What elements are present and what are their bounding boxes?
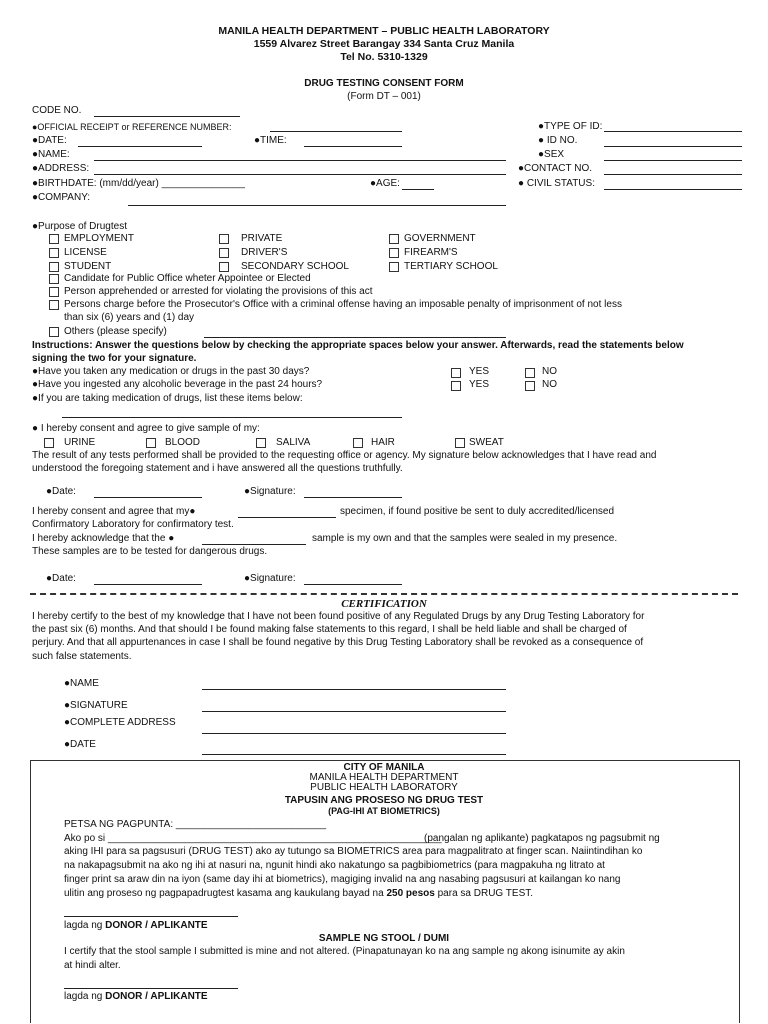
consent-signature-field[interactable] (304, 497, 402, 498)
slip-para-4: finger print sa araw din na iyon (same day ihi at biometrics), magiging invalid na ang nasabing pagsusuri at kailangan ko nang (64, 874, 621, 885)
certification-text-3: perjury. And that all appurtenances in case I shall be found negative by this Drug Testing Laboratory shall be revoked as a consequence of (32, 637, 644, 648)
certification-text-1: I hereby certify to the best of my knowledge that I have not been found positive of any Regulated Drugs by any Drug Testing Laboratory for (32, 611, 645, 622)
secondary-school-label: SECONDARY SCHOOL (241, 261, 349, 272)
private-checkbox[interactable] (219, 234, 229, 244)
certification-title: CERTIFICATION (341, 598, 427, 610)
acknowledge-text-c: These samples are to be tested for dangerous drugs. (32, 546, 268, 557)
slip-dept: MANILA HEALTH DEPARTMENT (309, 772, 459, 783)
petsa-label: PETSA NG PAGPUNTA: ___________________________ (64, 819, 327, 830)
acknowledge-text-a: I hereby acknowledge that the ● (32, 533, 175, 544)
sweat-checkbox[interactable] (455, 438, 465, 448)
instructions-text-2: signing the two for your signature. (32, 353, 197, 364)
acknowledge-sample-field[interactable] (202, 544, 306, 545)
q2-no-checkbox[interactable] (525, 381, 535, 391)
ack-signature-field[interactable] (304, 584, 402, 585)
cert-signature-field[interactable] (202, 711, 506, 712)
drivers-checkbox[interactable] (219, 248, 229, 258)
others-checkbox[interactable] (49, 327, 59, 337)
certification-text-2: the past six (6) months. And that should I be found making false statements to this regard, I shall be held liable and shall be charged of (32, 624, 627, 635)
donor-signature-label-2: lagda ng DONOR / APLIKANTE (64, 991, 208, 1002)
candidate-checkbox[interactable] (49, 274, 59, 284)
slip-title: TAPUSIN ANG PROSESO NG DRUG TEST (284, 795, 484, 806)
question-list-meds: ●If you are taking medication of drugs, list these items below: (32, 393, 303, 404)
ack-date-label: ●Date: (46, 573, 76, 584)
agree-text-b: specimen, if found positive be sent to duly accredited/licensed (340, 506, 615, 517)
tertiary-school-checkbox[interactable] (389, 262, 399, 272)
consent-signature-label: ●Signature: (244, 486, 296, 497)
address-label: ●ADDRESS: (32, 163, 90, 174)
civil-status-field[interactable] (604, 189, 742, 190)
sweat-label: SWEAT (469, 437, 504, 448)
donor-signature-label-1: lagda ng DONOR / APLIKANTE (64, 920, 208, 931)
code-no-label: CODE NO. (32, 105, 82, 116)
urine-label: URINE (64, 437, 96, 448)
urine-checkbox[interactable] (44, 438, 54, 448)
slip-subtitle: (PAG-IHI AT BIOMETRICS) (328, 806, 440, 816)
charged-label-1: Persons charge before the Prosecutor's Office with a criminal offense having an imposable penalty of imprisonment of not less (64, 299, 622, 310)
blood-label: BLOOD (165, 437, 201, 448)
consent-label: ● I hereby consent and agree to give sample of my: (32, 423, 260, 434)
employment-checkbox[interactable] (49, 234, 59, 244)
firearms-label: FIREARM'S (404, 247, 458, 258)
certification-text-4: such false statements. (32, 651, 132, 662)
others-label: Others (please specify) (64, 326, 167, 337)
stool-text-1: I certify that the stool sample I submitted is mine and not altered. (Pinapatunayan ko na ang sample ng akong isinumite ay akin (64, 946, 625, 957)
time-field[interactable] (304, 146, 402, 147)
apprehended-checkbox[interactable] (49, 287, 59, 297)
time-label: ●TIME: (254, 135, 287, 146)
hair-checkbox[interactable] (353, 438, 363, 448)
sex-field[interactable] (604, 160, 742, 161)
date-label: ●DATE: (32, 135, 67, 146)
date-field[interactable] (78, 146, 202, 147)
fee-amount: 250 pesos (386, 888, 435, 899)
civil-status-label: ● CIVIL STATUS: (518, 178, 595, 189)
header-address: 1559 Alvarez Street Barangay 334 Santa Cruz Manila (253, 38, 515, 50)
apprehended-label: Person apprehended or arrested for violating the provisions of this act (64, 286, 373, 297)
instructions-text-1: Instructions: Answer the questions below by checking the appropriate spaces below your answer. Afterwards, read the statements below (32, 340, 684, 351)
consent-date-field[interactable] (94, 497, 202, 498)
address-field[interactable] (94, 174, 506, 175)
stool-text-2: at hindi alter. (64, 960, 121, 971)
candidate-label: Candidate for Public Office wheter Appointee or Elected (64, 273, 311, 284)
consent-date-label: ●Date: (46, 486, 76, 497)
code-no-field[interactable] (94, 116, 240, 117)
q1-yes-checkbox[interactable] (451, 368, 461, 378)
agree-specimen-field[interactable] (238, 517, 336, 518)
employment-label: EMPLOYMENT (64, 233, 135, 244)
cert-date-label: ●DATE (64, 739, 96, 750)
q1-no-label: NO (542, 366, 557, 377)
others-field[interactable] (204, 337, 506, 338)
company-field[interactable] (128, 205, 506, 206)
q1-no-checkbox[interactable] (525, 368, 535, 378)
cert-address-label: ●COMPLETE ADDRESS (64, 717, 176, 728)
company-label: ●COMPANY: (32, 192, 91, 203)
age-label: ●AGE: (370, 178, 400, 189)
birthdate-label: ●BIRTHDATE: (mm/dd/year) _______________ (32, 178, 245, 189)
contact-no-label: ●CONTACT NO. (518, 163, 593, 174)
cert-name-label: ●NAME (64, 678, 99, 689)
license-checkbox[interactable] (49, 248, 59, 258)
slip-para-1b: (pangalan ng aplikante) pagkatapos ng pagsubmit ng (424, 833, 660, 844)
slip-para-5: ulitin ang proseso ng pagpapadrugtest kasama ang kaukulang bayad na 250 pesos para sa DRUG TEST. (64, 888, 534, 899)
cert-address-field[interactable] (202, 733, 506, 734)
result-statement-2: understood the foregoing statement and i have answered all the questions truthfully. (32, 463, 403, 474)
q2-yes-label: YES (469, 379, 490, 390)
header-tel: Tel No. 5310-1329 (340, 51, 428, 63)
type-of-id-field[interactable] (604, 131, 742, 132)
license-label: LICENSE (64, 247, 107, 258)
header-title: MANILA HEALTH DEPARTMENT – PUBLIC HEALTH LABORATORY (218, 25, 550, 37)
slip-city: CITY OF MANILA (343, 762, 425, 773)
id-no-label: ● ID NO. (538, 135, 578, 146)
form-title: DRUG TESTING CONSENT FORM (304, 78, 464, 89)
tertiary-school-label: TERTIARY SCHOOL (404, 261, 498, 272)
donor-signature-line-2[interactable] (64, 988, 238, 989)
cert-name-field[interactable] (202, 689, 506, 690)
official-receipt-label: ●OFFICIAL RECEIPT or REFERENCE NUMBER: (32, 122, 232, 132)
purpose-label: ●Purpose of Drugtest (32, 221, 127, 232)
acknowledge-text-b: sample is my own and that the samples were sealed in my presence. (312, 533, 618, 544)
q2-yes-checkbox[interactable] (451, 381, 461, 391)
cert-date-field[interactable] (202, 754, 506, 755)
private-label: PRIVATE (241, 233, 283, 244)
name-field[interactable] (94, 160, 506, 161)
question-medication: ●Have you taken any medication or drugs in the past 30 days? (32, 366, 310, 377)
cert-signature-label: ●SIGNATURE (64, 700, 128, 711)
hair-label: HAIR (371, 437, 395, 448)
question-alcohol: ●Have you ingested any alcoholic beverage in the past 24 hours? (32, 379, 323, 390)
saliva-label: SALIVA (276, 437, 311, 448)
drivers-label: DRIVER'S (241, 247, 288, 258)
agree-text-c: Confirmatory Laboratory for confirmatory test. (32, 519, 234, 530)
donor-signature-line-1[interactable] (64, 916, 238, 917)
secondary-school-checkbox[interactable] (219, 262, 229, 272)
government-label: GOVERNMENT (404, 233, 476, 244)
stool-title: SAMPLE NG STOOL / DUMI (318, 933, 450, 944)
contact-no-field[interactable] (604, 174, 742, 175)
student-label: STUDENT (64, 261, 112, 272)
q1-yes-label: YES (469, 366, 490, 377)
medication-list-field[interactable] (62, 417, 402, 418)
student-checkbox[interactable] (49, 262, 59, 272)
ack-date-field[interactable] (94, 584, 202, 585)
type-of-id-label: ●TYPE OF ID: (538, 121, 603, 132)
official-receipt-field[interactable] (270, 131, 402, 132)
blood-checkbox[interactable] (146, 438, 156, 448)
id-no-field[interactable] (604, 146, 742, 147)
q2-no-label: NO (542, 379, 557, 390)
slip-para-2: aking IHI para sa pagsusuri (DRUG TEST) ako ay tutungo sa BIOMETRICS area para magpalitrato at finger scan. Naiintindihan ko (64, 846, 643, 857)
agree-text-a: I hereby consent and agree that my● (32, 506, 196, 517)
charged-checkbox[interactable] (49, 300, 59, 310)
slip-lab: PUBLIC HEALTH LABORATORY (310, 782, 458, 793)
charged-label-2: than six (6) years and (1) day (64, 312, 195, 323)
slip-para-3: na nakapagsubmit na ako ng ihi at nasuri na, ngunit hindi ako nakatungo sa pagbibiometrics (para magpakuha ng litrato at (64, 860, 605, 871)
slip-para-1a: Ako po si ____________________________________________________________ (64, 833, 442, 844)
firearms-checkbox[interactable] (389, 248, 399, 258)
government-checkbox[interactable] (389, 234, 399, 244)
name-label: ●NAME: (32, 149, 70, 160)
result-statement-1: The result of any tests performed shall be provided to the requesting office or agency. My signature below acknowledges that I have read and (32, 450, 657, 461)
ack-signature-label: ●Signature: (244, 573, 296, 584)
cut-line (30, 593, 738, 595)
saliva-checkbox[interactable] (256, 438, 266, 448)
sex-label: ●SEX (538, 149, 565, 160)
age-field[interactable] (402, 189, 434, 190)
form-code: (Form DT – 001) (347, 91, 421, 102)
